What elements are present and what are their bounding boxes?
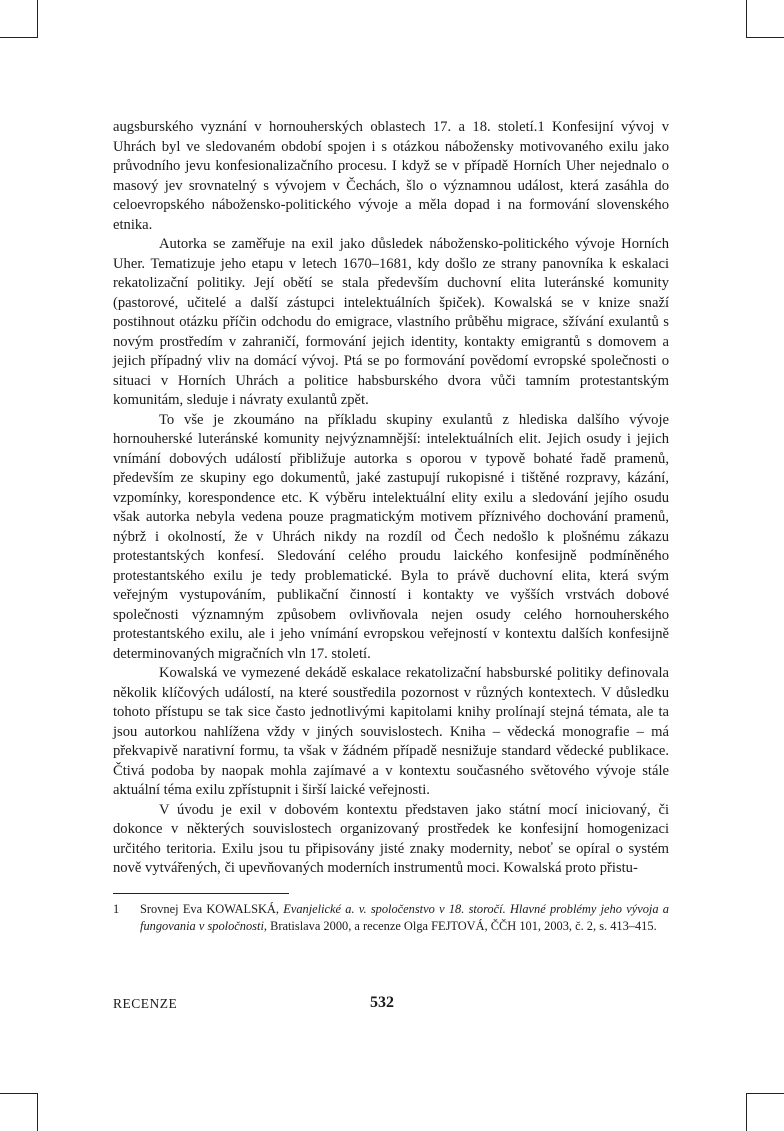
footnote-tail: , Bratislava 2000, a recenze Olga FEJTOVÁ, ČČH 101, 2003, č. 2, s. 413–415. (263, 919, 657, 933)
paragraph: Autorka se zaměřuje na exil jako důsledek nábožensko-politického vývoje Horních Uher. Tematizuje jeho etapu v letech 1670–1681, kdy došlo ze strany panovníka k eskalaci rekatolizační politiky. Její obětí se stala především duchovní elita luteránské komunity (pastorové, učitelé a další zástupci intelektuálních špiček). Kowalská se v knize snaží postihnout otázku příčin odchodu do emigrace, vlastního průběhu migrace, sžívání exulantů s novým prostředím v zahraničí, formování jejich identity, kontakty emigrantů s domovem a jejich případný vliv na domácí vývoj. Ptá se po formování povědomí evropské společnosti o situaci v Horních Uhrách a politice habsburského dvora vůči tamním protestantským komunitám, sleduje i návraty exulantů zpět. (113, 236, 669, 408)
paragraph: V úvodu je exil v dobovém kontextu představen jako státní mocí iniciovaný, či dokonce v některých souvislostech organizovaný prostředek ke konfesijní homogenizaci určitého teritoria. Exilu jsou tu připisovány jisté znaky modernity, neboť se opíral o systém nově vytvářených, či upevňovaných moderních instrumentů moci. Kowalská proto přistu- (113, 801, 669, 876)
crop-mark-top-left (37, 0, 38, 38)
paragraph: Kowalská ve vymezené dekádě eskalace rekatolizační habsburské politiky definovala několik klíčových událostí, na které soustředila pozornost v různých kontextech. V důsledku tohoto přístupu se tak sice často jednotlivými kapitolami knihy prolínají stejná témata, ale ta jsou autorkou nahlížena vždy v jiných souvislostech. Kniha – vědecká monografie – má překvapivě narativní formu, ta však v žádném případě nesnižuje standard vědecké publikace. Čtivá podoba by naopak mohla zajímavé a v kontextu současného světového vývoje stále aktuální téma exilu zpřístupnit i širší laické veřejnosti. (113, 665, 669, 798)
footnote-number: 1 (113, 902, 120, 916)
page-number: 532 (370, 994, 394, 1011)
footnote-text (140, 901, 669, 935)
footnote (113, 901, 669, 935)
paragraph: To vše je zkoumáno na příkladu skupiny exulantů z hlediska dalšího vývoje hornouherské luteránské komunity nejvýznamnější: intelektuálních elit. Jejich osudy i jejich vnímání dobových událostí přibližuje autorka s oporou v typově bohaté řadě pramenů, především ze skupiny ego dokumentů, jaké zastupují rukopisné i tištěné rozpravy, kázání, vzpomínky, korespondence etc. K výběru intelektuální elity exilu a sledování jejího osudu však autorka nebyla vedena pouze pragmatickým motivem příznivého dochování pramenů, nýbrž i okolností, že v Uhrách nikdy na rozdíl od Čech nedošlo k plošnému zákazu protestantských konfesí. Sledování celého proudu laického konfesijně podmíněného protestantského exilu je tedy problematické. Byla to právě duchovní elita, která svým veřejným vystupováním, publikační činností i kontakty ve vyšších vrstvách dobové společnosti významným způsobem ovlivňovala nejen osudy celého hornouherského protestantského exilu, ale i jeho vnímání evropskou veřejností v kontextu dalších konfesijně determinovaných migračních vln 17. století. (113, 411, 669, 662)
crop-mark-bottom-right (746, 1093, 747, 1131)
footnote-lead: Srovnej Eva KOWALSKÁ, (140, 902, 284, 916)
running-head: RECENZE (113, 996, 178, 1011)
paragraph: augsburského vyznání v hornouherských oblastech 17. a 18. století.1 Konfesijní vývoj v Uhrách byl ve sledovaném období spojen i s otázkou nábožensky motivovaného exilu jako průvodního jevu konfesionalizačního procesu. I když se v případě Horních Uher nejednalo o masový jev srovnatelný s vývojem v Čechách, šlo o významnou událost, která zasáhla do celoevropského nábožensko-politického vývoje a měla dopad i na formování slovenského etnika. (113, 119, 669, 233)
crop-mark-bottom-right-h (746, 1093, 784, 1094)
crop-mark-top-left-h (0, 37, 38, 38)
crop-mark-bottom-left (37, 1093, 38, 1131)
body-text (113, 118, 669, 879)
crop-mark-top-right (746, 0, 747, 38)
footnote-divider (113, 893, 289, 894)
footnote-title: Evanjelické a. v. spoločenstvo v 18. storočí. Hlavné problémy jeho vývoja a fungovania v spoločnosti (140, 902, 669, 933)
crop-mark-bottom-left-h (0, 1093, 38, 1094)
crop-mark-top-right-h (746, 37, 784, 38)
